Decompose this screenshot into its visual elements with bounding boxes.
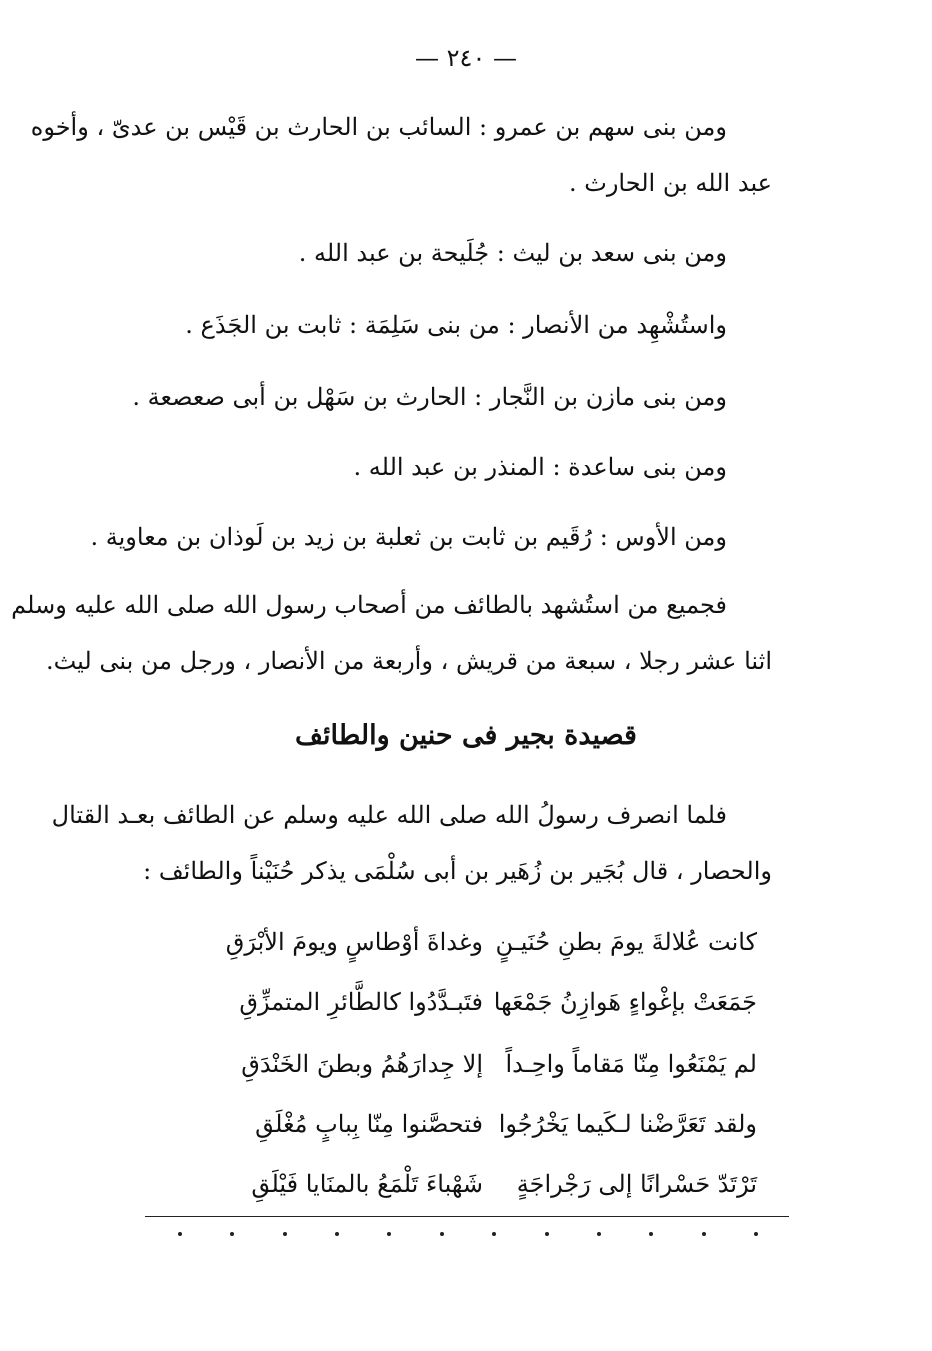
paragraph-line: عبد الله بن الحارث . (568, 169, 772, 197)
dot (178, 1232, 182, 1236)
dot (649, 1232, 653, 1236)
paragraph-line: واستُشْهِد من الأنصار : من بنى سَلِمَة : ثابت بن الجَذَع . (185, 311, 727, 339)
dot (283, 1232, 287, 1236)
paragraph-line: اثنا عشر رجلا ، سبعة من قريش ، وأربعة من الأنصار ، ورجل من بنى ليث. (45, 647, 772, 675)
verse-second-hemistich: إلا جِدارَهُمُ وبطنَ الخَنْدَقِ (241, 1050, 483, 1078)
dot (387, 1232, 391, 1236)
page-number: — ٢٤٠ — (415, 44, 517, 72)
verse-second-hemistich: وغداةَ أوْطاسٍ ويومَ الأبْرَقِ (225, 928, 483, 956)
paragraph-line: ومن بنى سهم بن عمرو : السائب بن الحارث بن قَيْس بن عدىّ ، وأخوه (30, 113, 727, 141)
verse-first-hemistich: ولقد تَعَرَّضْنا لـكَيما يَخْرُجُوا (498, 1110, 757, 1138)
paragraph-line: فجميع من استُشهد بالطائف من أصحاب رسول الله صلى الله عليه وسلم (11, 591, 727, 619)
footnote-dots (178, 1232, 758, 1236)
paragraph-line: ومن الأوس : رُقَيم بن ثابت بن ثعلبة بن زيد بن لَوذان بن معاوية . (90, 523, 727, 551)
paragraph-line: ومن بنى سعد بن ليث : جُلَيحة بن عبد الله . (298, 239, 727, 267)
dot (545, 1232, 549, 1236)
section-heading: قصيدة بجير فى حنين والطائف (295, 720, 637, 751)
paragraph-line: ومن بنى ساعدة : المنذر بن عبد الله . (353, 453, 727, 481)
verse-first-hemistich: كانت عُلالةَ يومَ بطنِ حُنَيـنٍ (495, 928, 757, 956)
verse-first-hemistich: تَرْتَدّ حَسْرانًا إلى رَجْراجَةٍ (516, 1170, 757, 1198)
dot (492, 1232, 496, 1236)
dot (754, 1232, 758, 1236)
dot (440, 1232, 444, 1236)
footnote-divider (145, 1216, 789, 1217)
verse-second-hemistich: فتحصَّنوا مِنّا بِبابٍ مُغْلَقِ (255, 1110, 483, 1138)
verse-second-hemistich: شَهْباءَ تَلْمَعُ بالمنَايا فَيْلَقِ (251, 1170, 483, 1198)
verse-first-hemistich: جَمَعَتْ بإغْواءٍ هَوازِنُ جَمْعَها (493, 988, 757, 1016)
verse-second-hemistich: فتَبـدَّدُوا كالطَّائرِ المتمزِّقِ (239, 988, 483, 1016)
intro-line: فلما انصرف رسولُ الله صلى الله عليه وسلم عن الطائف بعـد القتال (51, 801, 727, 829)
intro-line: والحصار ، قال بُجَير بن زُهَير بن أبى سُلْمَى يذكر حُنَيْناً والطائف : (143, 857, 772, 885)
dot (230, 1232, 234, 1236)
dot (597, 1232, 601, 1236)
paragraph-line: ومن بنى مازن بن النَّجار : الحارث بن سَهْل بن أبى صعصعة . (132, 383, 727, 411)
dot (335, 1232, 339, 1236)
dot (702, 1232, 706, 1236)
verse-first-hemistich: لم يَمْنَعُوا مِنّا مَقاماً واحِـداً (505, 1050, 757, 1078)
